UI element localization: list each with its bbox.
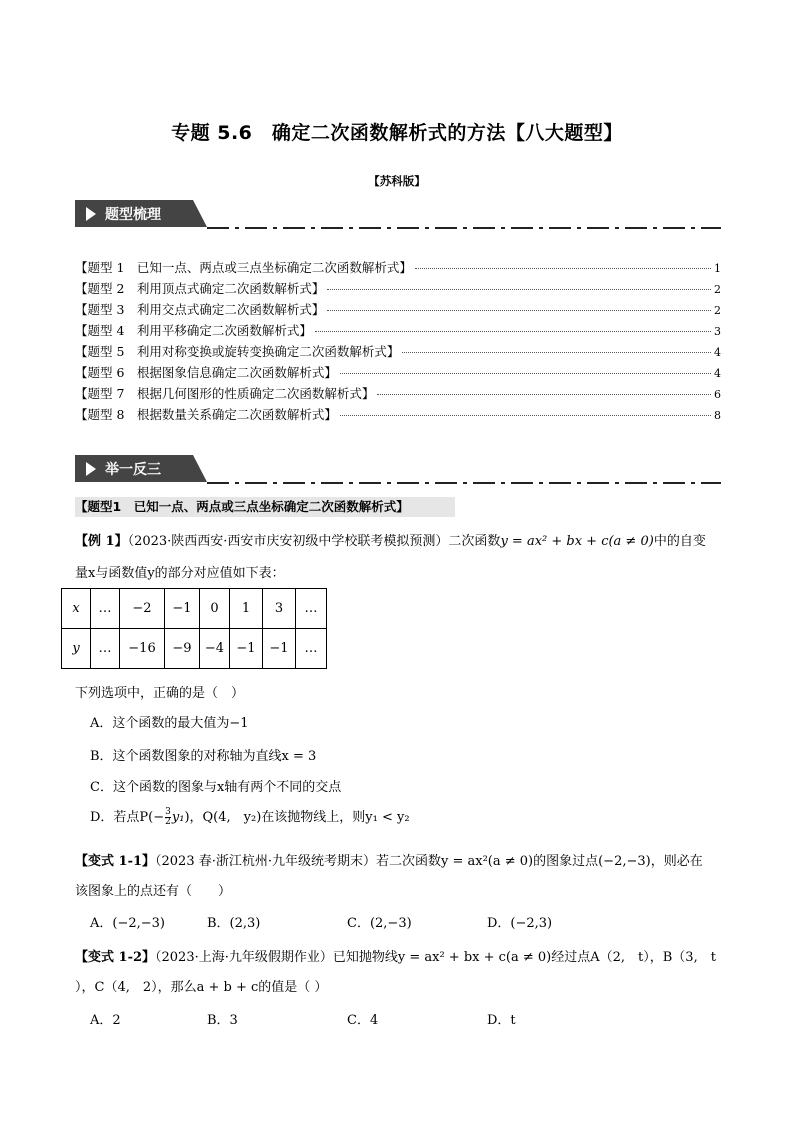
variant-1-1-stem-line2: 该图象上的点还有（ ） xyxy=(75,884,232,899)
variant-1-2-stem-line2: ），C（4, 2），那么a + b + c的值是（ ） xyxy=(75,980,328,995)
triangle-right-icon xyxy=(86,207,96,221)
option-b[interactable]: B．(2,3) xyxy=(207,916,261,931)
toc-item[interactable]: 【题型 6 根据图象信息确定二次函数解析式】 4 xyxy=(75,365,721,380)
option-d[interactable]: D．t xyxy=(487,1013,516,1028)
section-tab-label: 举一反三 xyxy=(105,462,161,478)
section-header-practice xyxy=(75,455,721,485)
toc-item[interactable]: 【题型 2 利用顶点式确定二次函数解析式】 2 xyxy=(75,281,721,296)
section-tab-label: 题型梳理 xyxy=(105,207,161,223)
question-type-title: 【题型1 已知一点、两点或三点坐标确定二次函数解析式】 xyxy=(75,497,455,517)
option-b[interactable]: B．3 xyxy=(207,1013,238,1028)
value-table xyxy=(61,588,327,669)
toc-item[interactable]: 【题型 3 利用交点式确定二次函数解析式】 2 xyxy=(75,302,721,317)
option-a[interactable]: A．(−2,−3) xyxy=(90,916,165,931)
table-of-contents xyxy=(75,258,721,426)
section-header-toc xyxy=(75,200,721,230)
example-1-stem: 【例 1】（2023·陕西西安·西安市庆安初级中学校联考模拟预测）二次函数y = ax² + bx + c(a ≠ 0)中的自变 xyxy=(75,534,706,549)
option-d[interactable]: D．(−2,3) xyxy=(487,916,553,931)
option-b[interactable]: B．这个函数图象的对称轴为直线x = 3 xyxy=(90,749,317,764)
variant-1-1-stem: 【变式 1-1】（2023 春·浙江杭州·九年级统考期末）若二次函数y = ax²(a ≠ 0)的图象过点(−2,−3)，则必在 xyxy=(75,854,703,869)
page-subtitle: 【苏科版】 xyxy=(368,174,426,188)
dash-dot-divider xyxy=(75,481,721,485)
option-d[interactable]: D．若点P(− $\frac{3}{2}$ y₁)，Q(4, y₂)在该抛物线上，则y₁ < y₂ xyxy=(90,807,410,827)
toc-item[interactable]: 【题型 4 利用平移确定二次函数解析式】 3 xyxy=(75,323,721,338)
table-row: y … −16 −9 −4 −1 −1 … xyxy=(62,629,327,669)
fraction: $\frac{3}{2}$ xyxy=(165,807,171,827)
table-row: x … −2 −1 0 1 3 … xyxy=(62,589,327,629)
toc-item[interactable]: 【题型 1 已知一点、两点或三点坐标确定二次函数解析式】 1 xyxy=(75,260,721,275)
toc-item[interactable]: 【题型 5 利用对称变换或旋转变换确定二次函数解析式】 4 xyxy=(75,344,721,359)
triangle-right-icon xyxy=(86,462,96,476)
option-a[interactable]: A．这个函数的最大值为−1 xyxy=(90,716,249,731)
example-1-stem-line2: 量x与函数值y的部分对应值如下表： xyxy=(75,566,285,581)
option-a[interactable]: A．2 xyxy=(90,1013,121,1028)
option-c[interactable]: C．(2,−3) xyxy=(347,916,412,931)
dash-dot-divider xyxy=(75,226,721,230)
page-title: 专题 5.6 确定二次函数解析式的方法【八大题型】 xyxy=(171,122,623,144)
option-c[interactable]: C．这个函数的图象与x轴有两个不同的交点 xyxy=(90,780,342,795)
toc-item[interactable]: 【题型 7 根据几何图形的性质确定二次函数解析式】 6 xyxy=(75,386,721,401)
variant-1-2-stem: 【变式 1-2】（2023·上海·九年级假期作业）已知抛物线y = ax² + bx + c(a ≠ 0)经过点A（2, t），B（3, t xyxy=(75,950,716,965)
section-tab xyxy=(75,455,207,482)
example-1-prompt: 下列选项中，正确的是（ ） xyxy=(75,686,245,701)
option-c[interactable]: C．4 xyxy=(347,1013,379,1028)
toc-item[interactable]: 【题型 8 根据数量关系确定二次函数解析式】 8 xyxy=(75,407,721,422)
section-tab xyxy=(75,200,207,227)
